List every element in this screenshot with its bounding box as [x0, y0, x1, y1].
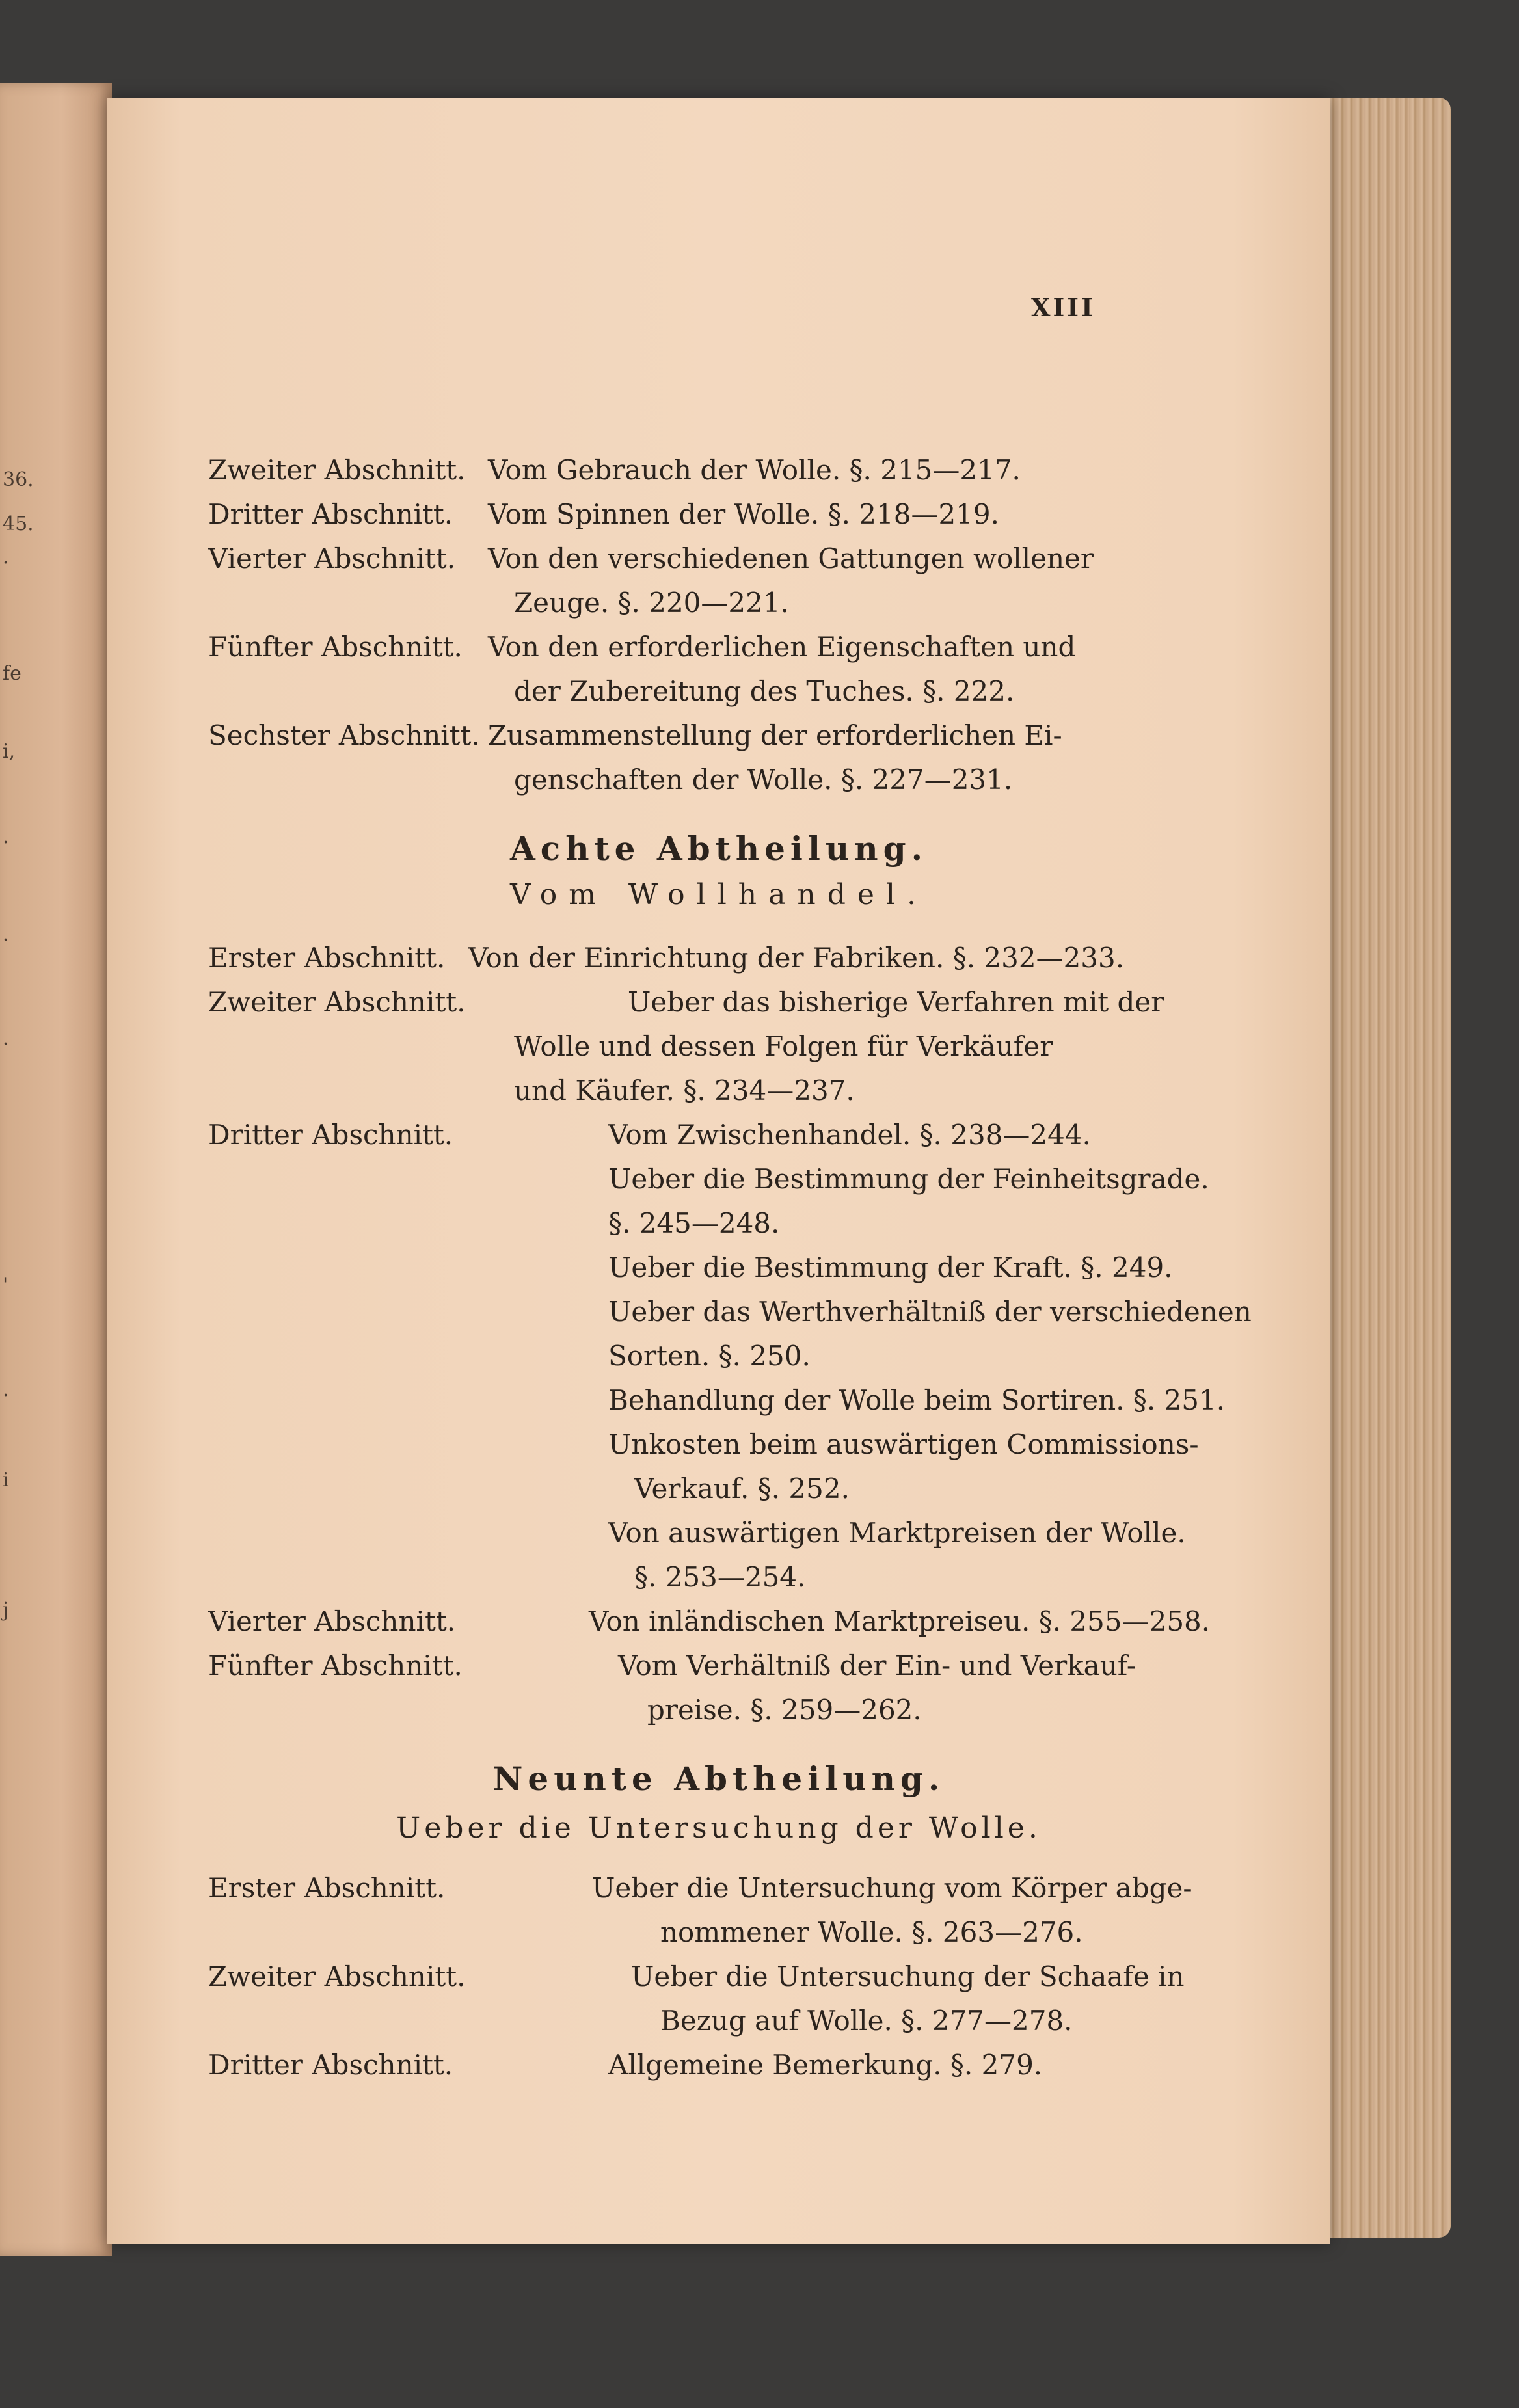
entry-label: Sechster Abschnitt.	[208, 719, 480, 751]
entry-continuation: preise. §. 259—262.	[647, 1694, 922, 1726]
margin-mark: ·	[3, 1033, 9, 1056]
margin-mark: 45.	[3, 513, 34, 535]
section-heading: Neunte Abtheilung.	[492, 1759, 945, 1798]
entry-continuation: Von auswärtigen Marktpreisen der Wolle.	[608, 1517, 1186, 1549]
entry-text: Vom Zwischenhandel. §. 238—244.	[608, 1119, 1091, 1151]
entry-continuation: §. 253—254.	[634, 1561, 806, 1593]
entry-label: Erster Abschnitt.	[208, 1872, 446, 1904]
entry-label: Erster Abschnitt.	[208, 942, 446, 974]
entry-continuation: Wolle und dessen Folgen für Verkäufer	[514, 1030, 1053, 1062]
entry-continuation: und Käufer. §. 234—237.	[514, 1075, 855, 1106]
margin-mark: i	[3, 1469, 9, 1492]
entry-continuation: Verkauf. §. 252.	[634, 1473, 850, 1505]
entry-continuation: Bezug auf Wolle. §. 277—278.	[660, 2005, 1073, 2037]
entry-text: Allgemeine Bemerkung. §. 279.	[608, 2049, 1043, 2081]
entry-continuation: Unkosten beim auswärtigen Commissions-	[608, 1428, 1199, 1460]
entry-continuation: §. 245—248.	[608, 1207, 780, 1239]
section-subheading: Vom Wollhandel.	[510, 878, 928, 911]
page-text	[107, 98, 1330, 2244]
entry-label: Zweiter Abschnitt.	[208, 986, 466, 1018]
entry-label: Vierter Abschnitt.	[208, 1605, 456, 1637]
entry-text: Von der Einrichtung der Fabriken. §. 232—233.	[468, 942, 1125, 974]
entry-continuation: Sorten. §. 250.	[608, 1340, 811, 1372]
margin-mark: ·	[3, 1384, 9, 1407]
entry-label: Zweiter Abschnitt.	[208, 454, 466, 486]
entry-continuation: nommener Wolle. §. 263—276.	[660, 1916, 1083, 1948]
margin-mark: j	[3, 1599, 9, 1622]
left-margin-marks	[0, 83, 34, 2256]
margin-mark: fe	[3, 662, 21, 685]
left-page-edge	[0, 83, 112, 2256]
entry-text: Vom Verhältniß der Ein- und Verkauf-	[618, 1650, 1136, 1681]
section-heading: Achte Abtheilung.	[510, 829, 928, 868]
entry-text: Von den erforderlichen Eigenschaften und	[488, 631, 1076, 663]
margin-mark: ·	[3, 831, 9, 854]
entry-label: Fünfter Abschnitt.	[208, 631, 463, 663]
margin-mark: 36.	[3, 468, 34, 491]
entry-continuation: der Zubereitung des Tuches. §. 222.	[514, 675, 1015, 707]
entry-continuation: Zeuge. §. 220—221.	[514, 587, 789, 619]
entry-continuation: Behandlung der Wolle beim Sortiren. §. 251.	[608, 1384, 1226, 1416]
entry-label: Dritter Abschnitt.	[208, 2049, 453, 2081]
entry-text: Von inländischen Marktpreiseu. §. 255—258.	[589, 1605, 1211, 1637]
entry-label: Fünfter Abschnitt.	[208, 1650, 463, 1681]
entry-text: Vom Spinnen der Wolle. §. 218—219.	[488, 498, 999, 530]
entry-continuation: Ueber das Werthverhältniß der verschiedenen	[608, 1296, 1252, 1328]
page-number: XIII	[1031, 293, 1096, 322]
entry-text: Ueber die Untersuchung der Schaafe in	[631, 1960, 1185, 1992]
entry-label: Dritter Abschnitt.	[208, 1119, 453, 1151]
entry-text: Ueber die Untersuchung vom Körper abge-	[592, 1872, 1192, 1904]
margin-mark: ·	[3, 929, 9, 952]
entry-continuation: Ueber die Bestimmung der Kraft. §. 249.	[608, 1251, 1173, 1283]
entry-text: Zusammenstellung der erforderlichen Ei-	[488, 719, 1062, 751]
entry-text: Ueber das bisherige Verfahren mit der	[628, 986, 1164, 1018]
margin-mark: '	[3, 1274, 8, 1296]
entry-label: Dritter Abschnitt.	[208, 498, 453, 530]
margin-mark: i,	[3, 740, 16, 763]
entry-continuation: genschaften der Wolle. §. 227—231.	[514, 764, 1013, 796]
entry-continuation: Ueber die Bestimmung der Feinheitsgrade.	[608, 1163, 1209, 1195]
entry-label: Zweiter Abschnitt.	[208, 1960, 466, 1992]
book-page	[107, 98, 1330, 2244]
section-subheading: Ueber die Untersuchung der Wolle.	[396, 1812, 1042, 1845]
margin-mark: ·	[3, 552, 9, 574]
entry-label: Vierter Abschnitt.	[208, 542, 456, 574]
entry-text: Vom Gebrauch der Wolle. §. 215—217.	[488, 454, 1021, 486]
entry-text: Von den verschiedenen Gattungen wollener	[488, 542, 1094, 574]
